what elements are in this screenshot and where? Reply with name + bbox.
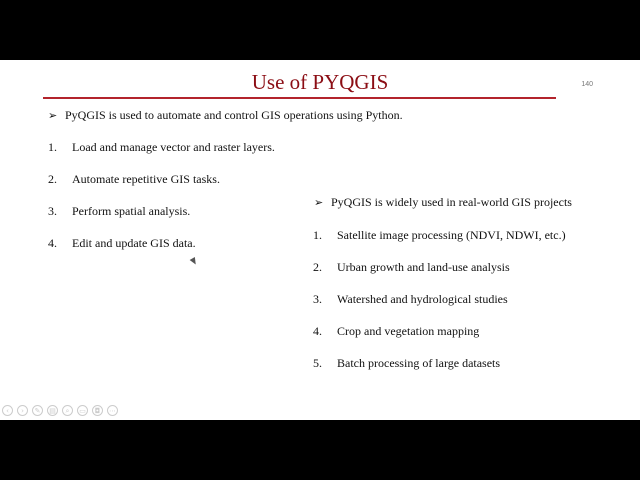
item-number: 2. xyxy=(48,172,57,186)
item-number: 2. xyxy=(313,260,322,274)
arrow-bullet-icon: ➢ xyxy=(48,110,58,122)
list-item xyxy=(48,236,196,251)
right-heading-text: PyQGIS is widely used in real-world GIS projects xyxy=(331,195,572,209)
list-item xyxy=(48,204,190,219)
item-text: Load and manage vector and raster layers. xyxy=(72,140,275,154)
intro-text: PyQGIS is used to automate and control GIS operations using Python. xyxy=(65,108,403,122)
slide xyxy=(0,60,640,420)
mouse-cursor-icon xyxy=(190,257,199,266)
subtitles-icon[interactable]: ▭ xyxy=(77,405,88,416)
item-number: 5. xyxy=(313,356,322,370)
item-text: Edit and update GIS data. xyxy=(72,236,196,250)
slides-icon[interactable]: ▤ xyxy=(47,405,58,416)
item-number: 4. xyxy=(313,324,322,338)
more-icon[interactable]: ⋯ xyxy=(109,407,116,415)
item-text: Watershed and hydrological studies xyxy=(337,292,508,306)
page-number: 140 xyxy=(581,81,593,88)
intro-bullet xyxy=(48,108,403,123)
arrow-bullet-icon: ➢ xyxy=(314,197,324,209)
item-text: Satellite image processing (NDVI, NDWI, etc.) xyxy=(337,228,566,242)
list-item xyxy=(313,324,479,339)
title-underline xyxy=(43,97,556,99)
slide-title: Use of PYQGIS xyxy=(251,70,389,94)
item-text: Crop and vegetation mapping xyxy=(337,324,480,338)
item-text: Batch processing of large datasets xyxy=(337,356,501,370)
right-heading-bullet xyxy=(314,195,572,210)
list-item xyxy=(313,356,500,371)
camera-icon[interactable]: ◘ xyxy=(92,405,103,416)
previous-icon[interactable]: ‹ xyxy=(2,405,13,416)
item-text: Urban growth and land-use analysis xyxy=(337,260,510,274)
item-text: Automate repetitive GIS tasks. xyxy=(72,172,220,186)
zoom-icon[interactable]: ⌕ xyxy=(62,405,73,416)
item-number: 3. xyxy=(313,292,322,306)
item-number: 4. xyxy=(48,236,57,250)
item-number: 3. xyxy=(48,204,57,218)
presentation-toolbar xyxy=(2,405,118,416)
list-item xyxy=(313,292,508,307)
list-item xyxy=(313,228,566,243)
list-item xyxy=(313,260,510,275)
item-number: 1. xyxy=(313,228,322,242)
next-icon[interactable]: › xyxy=(17,405,28,416)
pen-icon[interactable]: ✎ xyxy=(32,405,43,416)
list-item xyxy=(48,172,220,187)
list-item xyxy=(48,140,275,155)
item-text: Perform spatial analysis. xyxy=(72,204,191,218)
item-number: 1. xyxy=(48,140,57,154)
